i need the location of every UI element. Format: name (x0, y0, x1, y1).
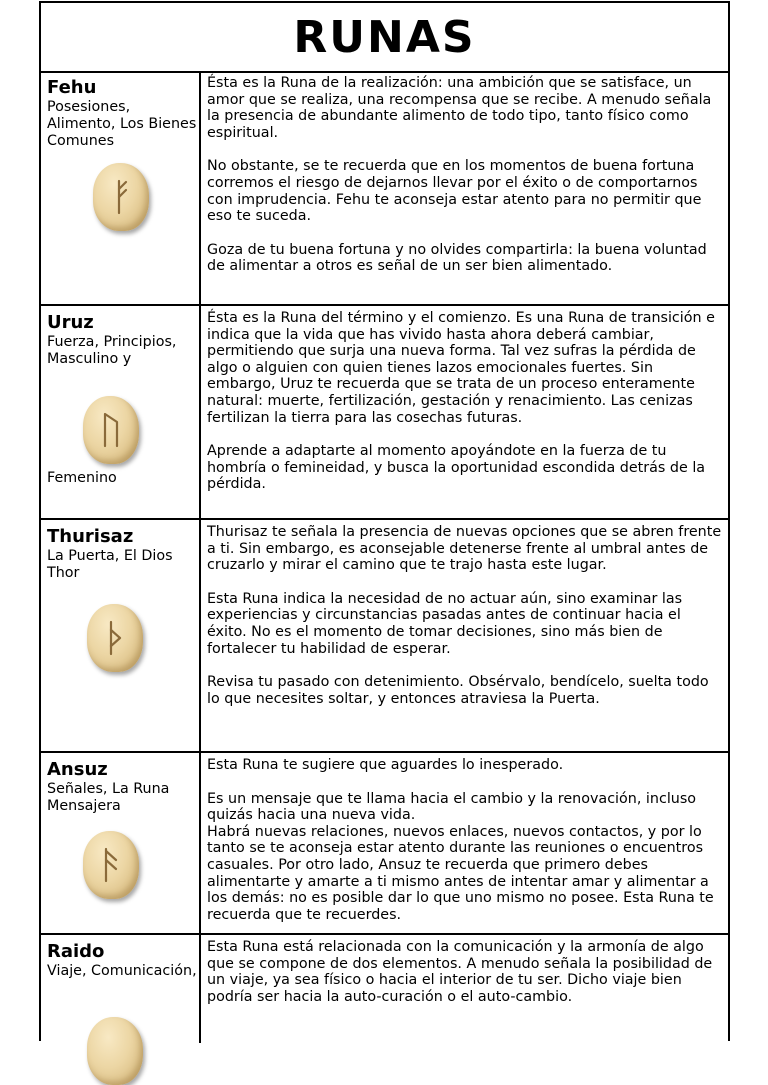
rune-cell-left (41, 71, 201, 304)
description-paragraph: Es un mensaje que te llama hacia el cambio y la renovación, incluso quizás hacia una nueva vida. (207, 790, 697, 824)
description-paragraph: Esta Runa te sugiere que aguardes lo inesperado. (207, 757, 564, 773)
rune-row-thurisaz (41, 520, 728, 753)
rune-row-ansuz (41, 753, 728, 935)
rune-description (201, 306, 728, 518)
rune-ansuz-icon (83, 831, 139, 899)
rune-meaning: Viaje, Comunicación, (47, 963, 197, 979)
rune-thurisaz-icon (87, 604, 143, 672)
rune-cell-left (41, 935, 201, 1043)
description-paragraph: Revisa tu pasado con detenimiento. Obsérvalo, bendícelo, suelta todo lo que necesites soltar, y entonces atraviesa la Puerta. (207, 674, 709, 707)
rune-meaning: Fuerza, Principios, Masculino y (47, 334, 177, 367)
rune-name: Thurisaz (47, 526, 134, 547)
rune-row-uruz (41, 306, 728, 520)
description-paragraph: Ésta es la Runa de la realización: una ambición que se satisface, un amor que se realiza, una recompensa que se recibe. A menudo señala la presencia de abundante alimento de todo tipo, tanto físico como espiritual. (207, 75, 712, 141)
rune-cell-left (41, 520, 201, 751)
rune-meaning: Posesiones, Alimento, Los Bienes Comunes (47, 99, 197, 149)
rune-name: Raido (47, 941, 105, 962)
rune-description (201, 520, 728, 751)
rune-description (201, 71, 728, 304)
description-paragraph: Goza de tu buena fortuna y no olvides compartirla: la buena voluntad de alimentar a otros es señal de un ser bien alimentado. (207, 241, 707, 275)
description-paragraph: Ésta es la Runa del término y el comienzo. Es una Runa de transición e indica que la vida que has vivido hasta ahora deberá cambiar, permitiendo que surja una nueva forma. Tal vez sufras la pérdida de algo o alguien con quien tienes lazos emocionales fuertes. Sin embargo, Uruz te recuerda que se trata de un proceso enteramente natural: muerte, fertilización, gestación y renacimiento. Las cenizas fertilizan la tierra para las cosechas futuras. (207, 310, 715, 426)
description-paragraph: Esta Runa está relacionada con la comunicación y la armonía de algo que se compone de dos elementos. A menudo señala la posibilidad de un viaje, ya sea físico o hacia el interior de tu ser. Dicho viaje bien podría ser hacia la auto-curación o el auto-cambio. (207, 939, 713, 1005)
rune-uruz-icon (83, 396, 139, 464)
rune-row-raido (41, 935, 728, 1043)
description-paragraph: Aprende a adaptarte al momento apoyándote en la fuerza de tu hombría o femineidad, y busca la oportunidad escondida detrás de la pérdida. (207, 443, 706, 493)
runes-table (39, 1, 730, 1041)
description-paragraph: Thurisaz te señala la presencia de nuevas opciones que se abren frente a ti. Sin embargo, es aconsejable detenerse frente al umbral antes de cruzarlo y mirar el camino que te trajo hasta este lugar. (207, 524, 722, 574)
description-paragraph: No obstante, se te recuerda que en los momentos de buena fortuna corremos el riesgo de dejarnos llevar por el éxito o de comportarnos con imprudencia. Fehu te aconseja estar atento para no permitir que eso te suceda. (207, 158, 702, 225)
rune-meaning: Señales, La Runa Mensajera (47, 781, 170, 814)
rune-name: Fehu (47, 77, 97, 98)
rune-cell-left (41, 753, 201, 933)
page-title: RUNAS (41, 3, 728, 73)
rune-name: Uruz (47, 312, 94, 333)
rune-name: Ansuz (47, 759, 108, 780)
description-paragraph: Habrá nuevas relaciones, nuevos enlaces, nuevos contactos, y por lo tanto se te aconseja estar atento durante las reuniones o encuentros casuales. Por otro lado, Ansuz te recuerda que primero debes alimentarte y amarte a ti mismo antes de intentar amar y alimentar a los demás: no es posible dar lo que uno mismo no posee. Esta Runa te recuerda que te recuerdes. (207, 823, 714, 923)
rune-raido-icon (87, 1017, 143, 1085)
description-paragraph: Esta Runa indica la necesidad de no actuar aún, sino examinar las experiencias y circunstancias pasadas antes de continuar hacia el éxito. No es el momento de tomar decisiones, sino más bien de fortalecer tu habilidad de esperar. (207, 590, 683, 657)
rune-fehu-icon (93, 163, 149, 231)
rune-row-fehu (41, 71, 728, 306)
rune-meaning-continued: Femenino (47, 470, 117, 486)
rune-description (201, 753, 728, 933)
rune-cell-left (41, 306, 201, 518)
rune-description (201, 935, 728, 1043)
rune-meaning: La Puerta, El Dios Thor (47, 548, 173, 581)
